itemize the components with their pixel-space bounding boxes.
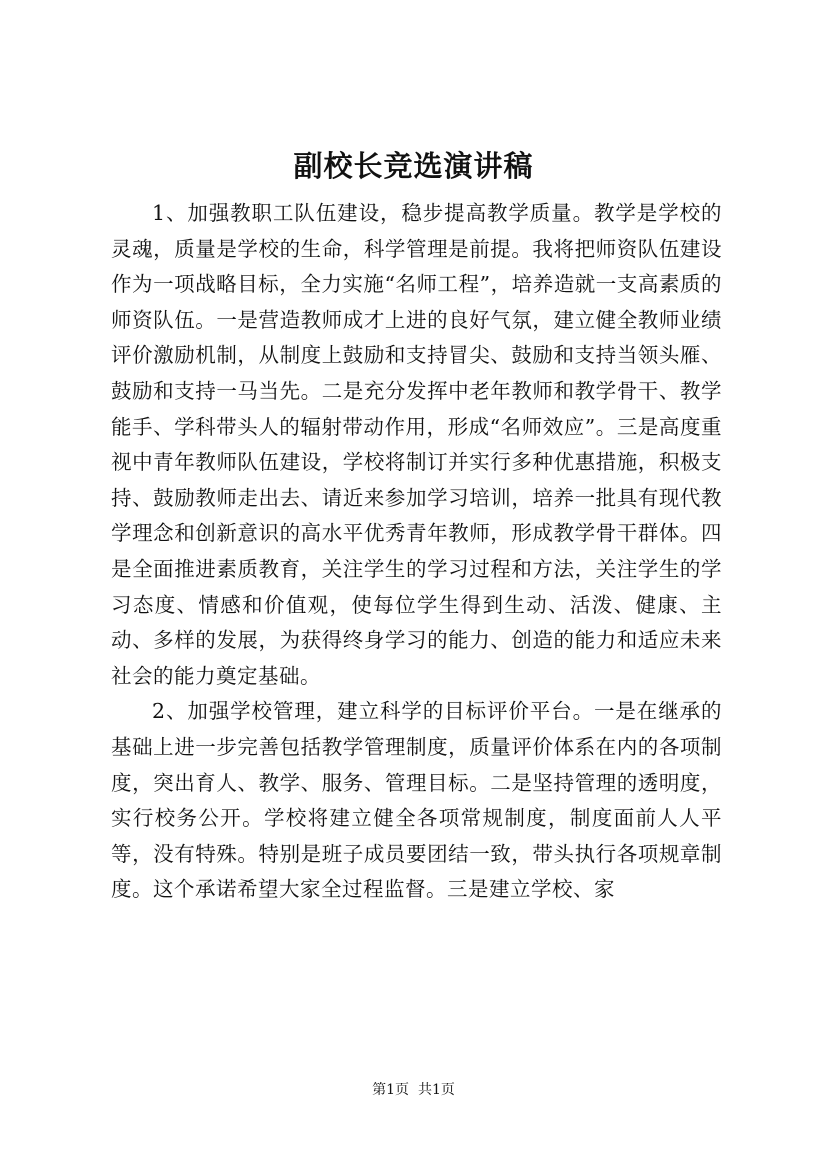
paragraph-2: 2、加强学校管理，建立科学的目标评价平台。一是在继承的基础上进一步完善包括教学管理制度，质量评价体系在内的各项制度，突出育人、教学、服务、管理目标。二是坚持管理的透明度，实行校务公开。学校将建立健全各项常规制度，制度面前人人平等，没有特殊。特别是班子成员要团结一致，带头执行各项规章制度。这个承诺希望大家全过程监督。三是建立学校、家	[111, 699, 722, 902]
paragraph-1: 1、加强教职工队伍建设，稳步提高教学质量。教学是学校的灵魂，质量是学校的生命，科学管理是前提。我将把师资队伍建设作为一项战略目标，全力实施“名师工程”，培养造就一支高素质的师资队伍。一是营造教师成才上进的良好气氛，建立健全教师业绩评价激励机制，从制度上鼓励和支持冒尖、鼓励和支持当领头雁、鼓励和支持一马当先。二是充分发挥中老年教师和教学骨干、教学能手、学科带头人的辐射带动作用，形成“名师效应”。三是高度重视中青年教师队伍建设，学校将制订并实行多种优惠措施，积极支持、鼓励教师走出去、请近来参加学习培训，培养一批具有现代教学理念和创新意识的高水平优秀青年教师，形成教学骨干群体。四是全面推进素质教育，关注学生的学习过程和方法，关注学生的学习态度、情感和价值观，使每位学生得到生动、活泼、健康、主动、多样的发展，为获得终身学习的能力、创造的能力和适应未来社会的能力奠定基础。	[111, 201, 722, 688]
page-footer	[0, 1080, 827, 1100]
document-body	[111, 196, 722, 908]
document-title: 副校长竞选演讲稿	[293, 149, 534, 183]
page-number-label: 第1页 共1页	[372, 1082, 455, 1098]
